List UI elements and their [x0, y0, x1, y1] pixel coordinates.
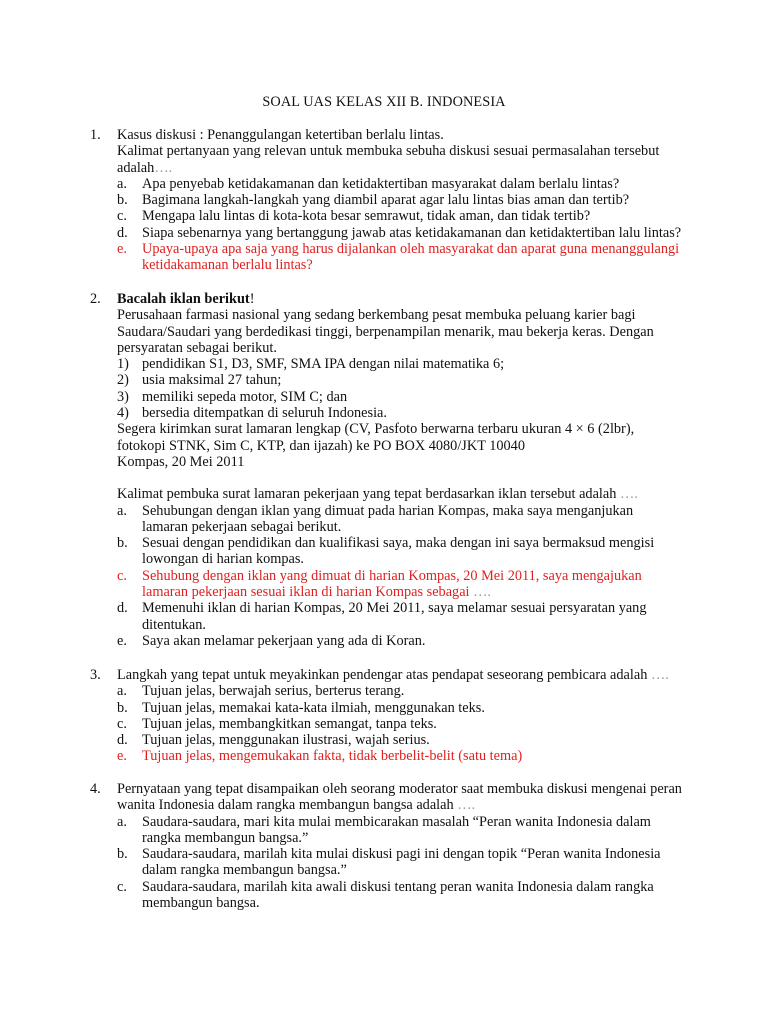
question-heading: Bacalah iklan berikut! — [117, 291, 255, 307]
question-3 — [92, 667, 682, 765]
ad-source: Kompas, 20 Mei 2011 — [117, 453, 245, 470]
requirement-item: 1) pendidikan S1, D3, SMF, SMA IPA dengan nilai matematika 6; — [117, 356, 505, 373]
option: d. Siapa sebenarnya yang bertanggung jawab atas ketidakamanan dan ketidaktertiban lalu lintas? — [117, 224, 682, 241]
option-answer: e. Upaya-upaya apa saja yang harus dijalankan oleh masyarakat dan aparat guna menanggulangi ketidakamanan berlalu lintas? — [117, 241, 680, 274]
question-stem: Kalimat pembuka surat lamaran pekerjaan yang tepat berdasarkan iklan tersebut adalah …. — [117, 486, 638, 503]
question-1 — [92, 127, 682, 274]
option: b. Sesuai dengan pendidikan dan kualifikasi saya, maka dengan ini saya bermaksud mengisi lowongan di harian kompas. — [117, 535, 655, 568]
question-stem-end: adalah…. — [117, 159, 173, 176]
question-number: 3. — [90, 667, 101, 683]
option: d. Tujuan jelas, menggunakan ilustrasi, wajah serius. — [117, 732, 430, 749]
option: a. Apa penyebab ketidakamanan dan ketidaktertiban masyarakat dalam berlalu lintas? — [117, 175, 620, 192]
option: e. Saya akan melamar pekerjaan yang ada di Koran. — [117, 632, 426, 649]
question-number: 1. — [90, 127, 101, 143]
question-number: 2. — [90, 291, 101, 307]
option: c. Saudara-saudara, marilah kita awali diskusi tentang peran wanita Indonesia dalam rangka membangun bangsa. — [117, 878, 654, 912]
requirement-item: 4) bersedia ditempatkan di seluruh Indonesia. — [117, 405, 387, 422]
ad-closing: Segera kirimkan surat lamaran lengkap (CV, Pasfoto berwarna terbaru ukuran 4 × 6 (2lbr), fotokopi STNK, Sim C, KTP, dan ijazah) ke PO BOX 4080/JKT 10040 — [117, 421, 635, 454]
question-topic: Kasus diskusi : Penanggulangan ketertiban berlalu lintas. — [117, 127, 444, 143]
ad-intro: Perusahaan farmasi nasional yang sedang berkembang pesat membuka peluang karier bagi Saudara/Saudari yang berdedikasi tinggi, berpenampilan menarik, mau bekerja keras. Dengan persyaratan sebagai berikut. — [117, 307, 654, 356]
document-title: SOAL UAS KELAS XII B. INDONESIA — [262, 94, 506, 110]
question-2 — [92, 291, 682, 649]
option: a. Sehubungan dengan iklan yang dimuat pada harian Kompas, maka saya menganjukan lamaran pekerjaan sebagai berikut. — [117, 502, 634, 535]
option: a. Tujuan jelas, berwajah serius, berterus terang. — [117, 683, 405, 700]
question-stem: Kalimat pertanyaan yang relevan untuk membuka sebuha diskusi sesuai permasalahan tersebut — [117, 143, 660, 160]
option-answer: e. Tujuan jelas, mengemukakan fakta, tidak berbelit-belit (satu tema) — [117, 748, 523, 765]
option: a. Saudara-saudara, mari kita mulai membicarakan masalah “Peran wanita Indonesia dalam rangka membangun bangsa.” — [117, 813, 651, 846]
question-stem: Pernyataan yang tepat disampaikan oleh seorang moderator saat membuka diskusi mengenai peran wanita Indonesia dalam rangka membangun bangsa adalah …. — [117, 781, 682, 814]
option: c. Mengapa lalu lintas di kota-kota besar semrawut, tidak aman, dan tidak tertib? — [117, 208, 591, 225]
option: b. Bagimana langkah-langkah yang diambil aparat agar lalu lintas bias aman dan tertib? — [117, 192, 630, 209]
requirement-item: 3) memiliki sepeda motor, SIM C; dan — [117, 388, 348, 405]
question-4 — [92, 781, 682, 911]
option: b. Saudara-saudara, marilah kita mulai diskusi pagi ini dengan topik “Peran wanita Indonesia dalam rangka membangun bangsa.” — [117, 846, 661, 879]
question-number: 4. — [90, 781, 101, 797]
option: c. Tujuan jelas, membangkitkan semangat, tanpa teks. — [117, 715, 437, 732]
requirement-item: 2) usia maksimal 27 tahun; — [117, 372, 282, 389]
option-answer: c. Sehubung dengan iklan yang dimuat di harian Kompas, 20 Mei 2011, saya mengajukan lamaran pekerjaan sesuai iklan di harian Kompas sebagai …. — [117, 567, 642, 601]
question-stem: Langkah yang tepat untuk meyakinkan pendengar atas pendapat seseorang pembicara adalah …. — [117, 667, 669, 683]
option: d. Memenuhi iklan di harian Kompas, 20 Mei 2011, saya melamar sesuai persyaratan yang ditentukan. — [117, 600, 647, 633]
option: b. Tujuan jelas, memakai kata-kata ilmiah, menggunakan teks. — [117, 699, 485, 716]
